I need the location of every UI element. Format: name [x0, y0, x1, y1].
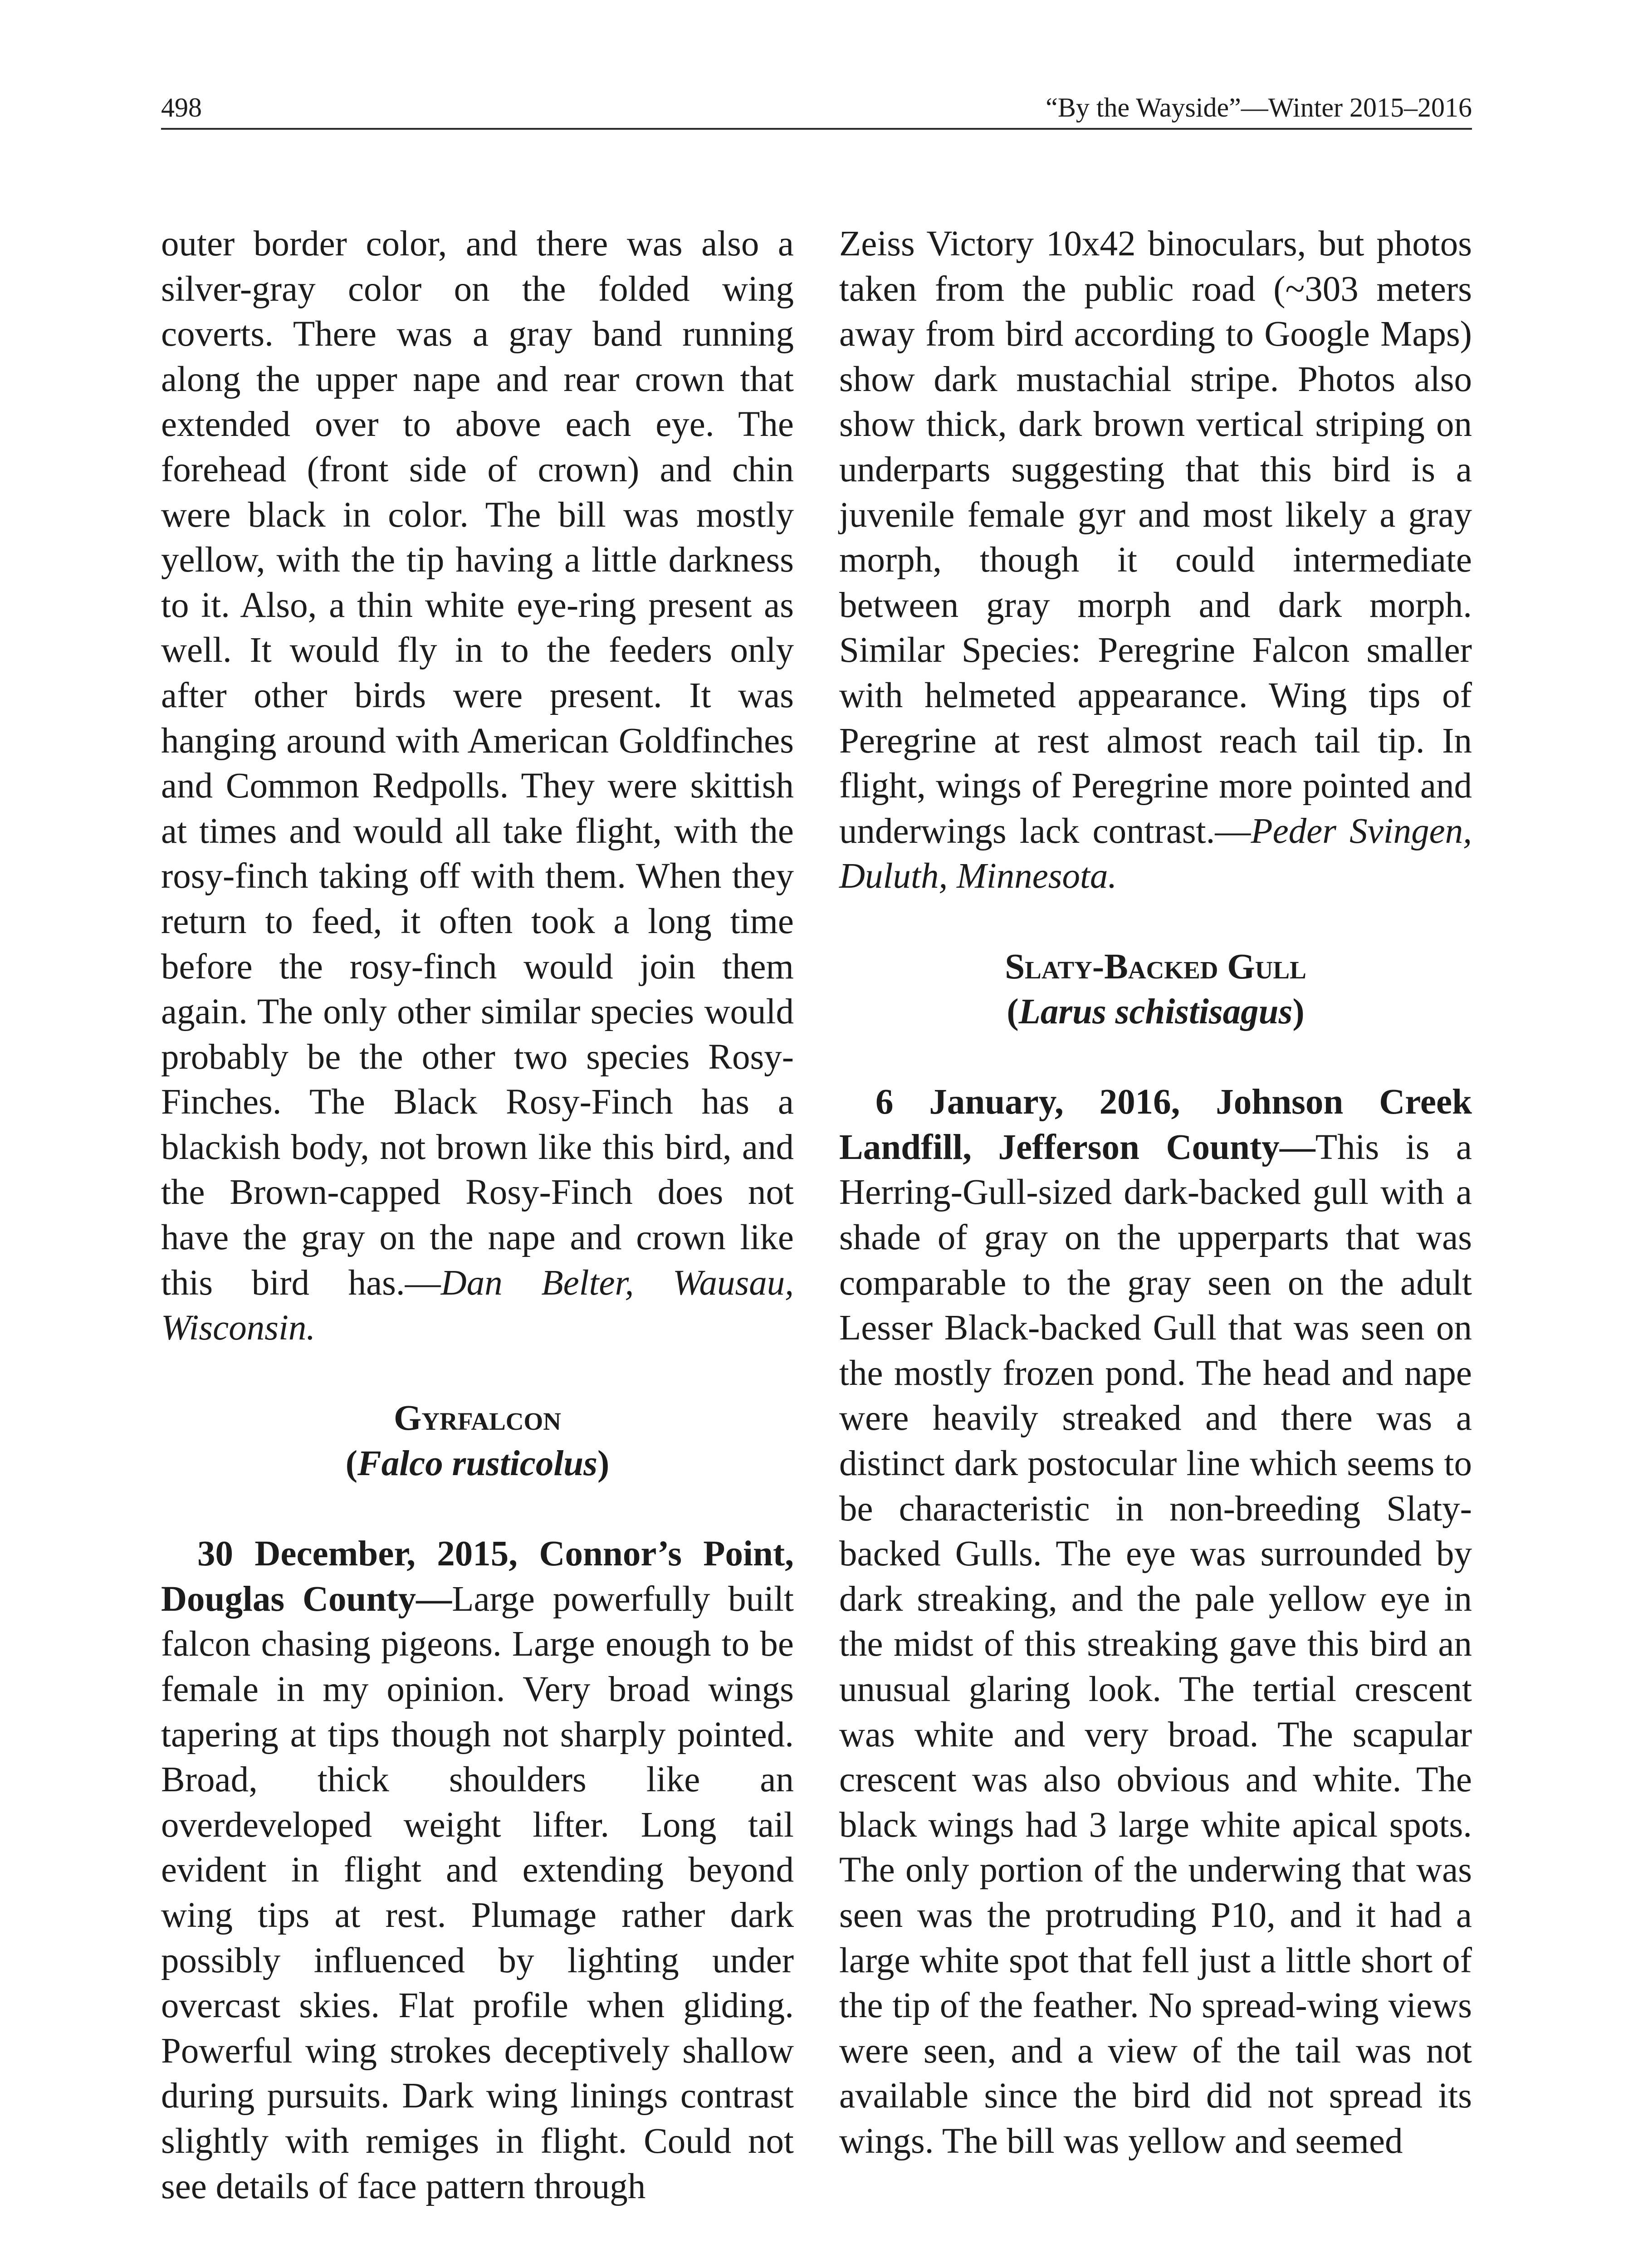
rosy-finch-continuation — [161, 221, 794, 1351]
section-spacer — [839, 899, 1472, 944]
slaty-backed-gull-common-name-heading — [839, 944, 1472, 990]
slaty-backed-gull-scientific-name: Larus schistisagus — [1018, 992, 1293, 1032]
rosy-finch-body: outer border color, and there was also a silver-gray color on the folded wing coverts. There was a gray band running along the upper nape and rear crown that extended over to above each eye. The forehead (front side of crown) and chin were black in color. The bill was mostly yellow, with the tip having a little darkness to it. Also, a thin white eye-ring present as well. It would fly in to the feeders only after other birds were present. It was hanging around with American Goldfinches and Common Redpolls. They were skittish at times and would all take flight, with the rosy-finch taking off with them. When they return to feed, it often took a long time before the rosy-finch would join them again. The only other similar species would probably be the other two species Rosy-Finches. The Black Rosy-Finch has a blackish body, not brown like this bird, and the Brown-capped Rosy-Finch does not have the gray on the nape and crown like this bird has.— — [161, 224, 794, 1303]
gyrfalcon-common-name: Gyrfalcon — [393, 1398, 562, 1438]
gyrfalcon-signature: Peder Svingen, Duluth, Minnesota. — [839, 811, 1472, 896]
slaty-backed-gull-common-name: Slaty-Backed Gull — [1005, 947, 1306, 987]
journal-title: “By the Wayside”—Winter 2015–2016 — [1046, 93, 1472, 122]
page-number: 498 — [161, 93, 202, 122]
slaty-backed-gull-record-lead: 6 January, 2016, Johnson Creek Landfill, Jefferson County— — [839, 1082, 1472, 1167]
left-column — [161, 221, 794, 2209]
gyrfalcon-common-name-heading — [161, 1396, 794, 1441]
right-column — [839, 221, 1472, 2164]
slaty-backed-gull-scientific-name-heading: (Larus schistisagus) — [1007, 992, 1305, 1032]
gyrfalcon-body: Large powerfully built falcon chasing pigeons. Large enough to be female in my opinion. Very broad wings tapering at tips though not sharply pointed. Broad, thick shoulders like an overdeveloped weight lifter. Long tail evident in flight and extending beyond wing tips at rest. Plumage rather dark possibly influenced by lighting under overcast skies. Flat profile when gliding. Powerful wing strokes deceptively shallow during pursuits. Dark wing linings contrast slightly with remiges in flight. Could not see details of face pattern through — [161, 1579, 794, 2206]
section-spacer — [161, 1486, 794, 1532]
gyrfalcon-scientific-name-heading: (Falco rusticolus) — [345, 1444, 610, 1484]
gyrfalcon-account — [161, 1531, 794, 2209]
slaty-backed-gull-account — [839, 1080, 1472, 2164]
gyrfalcon-scientific-name: Falco rusticolus — [357, 1444, 597, 1484]
gyrfalcon-continuation — [839, 221, 1472, 899]
section-spacer — [839, 1035, 1472, 1080]
slaty-backed-gull-body: This is a Herring-Gull-sized dark-backed gull with a shade of gray on the upperparts that was comparable to the gray seen on the adult Lesser Black-backed Gull that was seen on the mostly frozen pond. The head and nape were heavily streaked and there was a distinct dark postocular line which seems to be characteristic in non-breeding Slaty-backed Gulls. The eye was surrounded by dark streaking, and the pale yellow eye in the midst of this streaking gave this bird an unusual glaring look. The tertial crescent was white and very broad. The scapular crescent was also obvious and white. The black wings had 3 large white apical spots. The only portion of the underwing that was seen was the protruding P10, and it had a large white spot that fell just a little short of the tip of the feather. No spread-wing views were seen, and a view of the tail was not available since the bird did not spread its wings. The bill was yellow and seemed — [839, 1127, 1472, 2161]
gyrfalcon-continuation-body: Zeiss Victory 10x42 binoculars, but photos taken from the public road (~303 meters away from bird according to Google Maps) show dark mustachial stripe. Photos also show thick, dark brown vertical striping on underparts suggesting that this bird is a juvenile female gyr and most likely a gray morph, though it could intermediate between gray morph and dark morph. Similar Species: Peregrine Falcon smaller with helmeted appearance. Wing tips of Peregrine at rest almost reach tail tip. In flight, wings of Peregrine more pointed and underwings lack contrast.— — [839, 224, 1472, 851]
running-head — [161, 87, 1472, 130]
gyrfalcon-record-lead: 30 December, 2015, Connor’s Point, Douglas County— — [161, 1534, 794, 1619]
section-spacer — [161, 1351, 794, 1396]
rosy-finch-signature: Dan Belter, Wausau, Wisconsin. — [161, 1263, 794, 1348]
